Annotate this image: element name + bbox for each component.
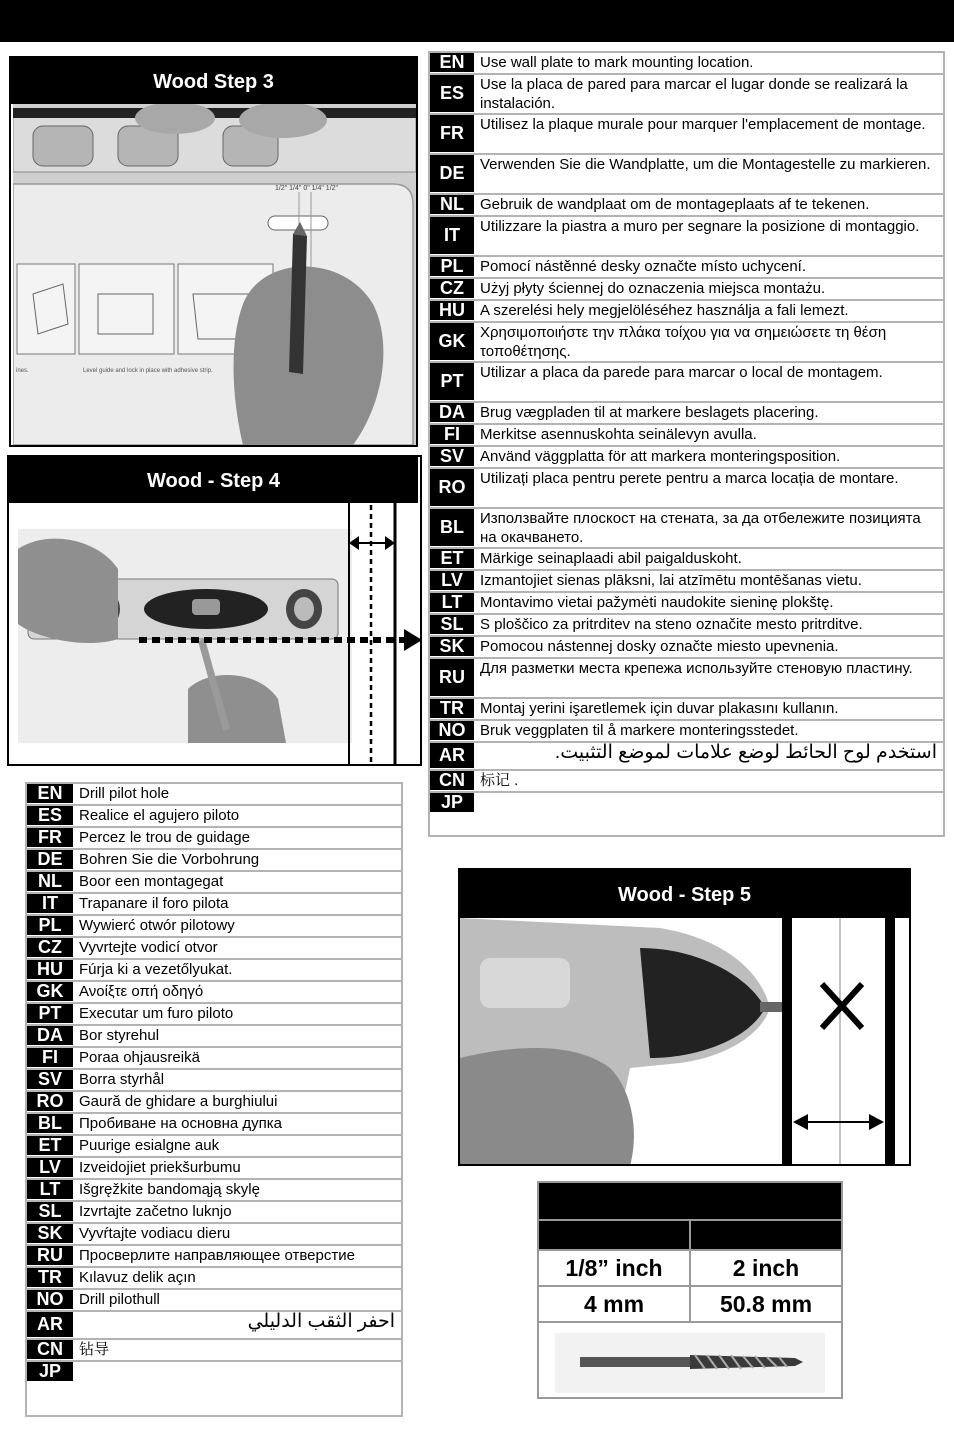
language-code: DA <box>27 1026 73 1046</box>
drill-bit-spec-table <box>537 1181 843 1399</box>
instruction-text: Χρησιμοποιήστε την πλάκα τοίχου για να σημειώσετε τη θέση τοποθέτησης. <box>480 324 887 360</box>
step-4-guide-overlay <box>9 457 422 766</box>
instruction-text: Използвайте плоскост на стената, за да отбележите позицията на окачването. <box>480 510 921 546</box>
language-row-cz <box>27 938 401 960</box>
language-code: NL <box>430 195 474 215</box>
language-code: BL <box>430 509 474 547</box>
hole-depth-value: 2 inch <box>732 1254 800 1281</box>
instruction-text: Utilizar a placa da parede para marcar o local de montagem. <box>480 364 883 381</box>
language-row-de <box>27 850 401 872</box>
language-code: LT <box>27 1180 73 1200</box>
language-code: LV <box>27 1158 73 1178</box>
language-code: RU <box>430 659 474 697</box>
language-row-ru <box>27 1246 401 1268</box>
instruction-text: Išgręžkite bandomąją skylę <box>79 1181 260 1198</box>
language-row-jp <box>27 1362 401 1382</box>
instruction-text: Montavimo vietai pažymėti naudokite sieninę plokštę. <box>480 594 834 611</box>
language-row-nl <box>27 872 401 894</box>
language-row-et <box>27 1136 401 1158</box>
instruction-text: Drill pilothull <box>79 1291 160 1308</box>
instruction-text <box>474 793 943 813</box>
language-row-fr <box>27 828 401 850</box>
language-row-sk <box>27 1224 401 1246</box>
instruction-text: Izvrtajte začetno luknjo <box>79 1203 232 1220</box>
instruction-text: A szerelési hely megjelöléséhez használja a fali lemezt. <box>480 302 849 319</box>
language-code: AR <box>430 743 474 769</box>
language-code: SL <box>27 1202 73 1222</box>
spec-row-imperial <box>539 1251 841 1287</box>
step-5-guide-overlay <box>460 870 911 1166</box>
instruction-caption-edge: ines. <box>16 368 29 374</box>
language-row-it <box>27 894 401 916</box>
ruler-mark-label: 1/2" 1/4" 0" 1/4" 1/2" <box>275 185 339 192</box>
wall-plate-marking-illustration <box>13 104 416 445</box>
drill-pilot-hole-language-table <box>25 782 403 1417</box>
language-code: TR <box>27 1268 73 1288</box>
language-row-cz <box>430 279 943 301</box>
instruction-text: Poraa ohjausreikä <box>79 1049 200 1066</box>
language-code: CN <box>430 771 474 791</box>
language-row-no <box>430 721 943 743</box>
language-row-sv <box>430 447 943 469</box>
instruction-text: احفر الثقب الدليلي <box>247 1312 395 1332</box>
language-row-es <box>27 806 401 828</box>
instruction-text: Brug vægpladen til at markere beslagets placering. <box>480 404 819 421</box>
bit-diameter-value: 4 mm <box>539 1287 691 1321</box>
instruction-text: Bor styrehul <box>79 1027 160 1044</box>
language-code: SL <box>430 615 474 635</box>
language-code: DA <box>430 403 474 423</box>
language-code: CZ <box>430 279 474 299</box>
instruction-text: 标记 . <box>480 772 519 789</box>
spec-table-header <box>539 1183 841 1221</box>
language-code: EN <box>27 784 73 804</box>
instruction-text: Borra styrhål <box>79 1071 165 1088</box>
language-row-no <box>27 1290 401 1312</box>
language-row-en <box>27 784 401 806</box>
language-row-tr <box>430 699 943 721</box>
language-code: TR <box>430 699 474 719</box>
instruction-text: Gaură de ghidare a burghiului <box>79 1093 278 1110</box>
drill-bit-icon <box>555 1333 825 1393</box>
instruction-text: Montaj yerini işaretlemek için duvar plakasını kullanın. <box>480 700 839 717</box>
instruction-text: Izmantojiet sienas plāksni, lai atzīmētu montēšanas vietu. <box>480 572 862 589</box>
language-code: JP <box>430 793 474 813</box>
language-code: IT <box>27 894 73 914</box>
language-row-cn <box>27 1340 401 1362</box>
instruction-text: Gebruik de wandplaat om de montageplaats af te tekenen. <box>480 196 870 213</box>
language-row-lv <box>430 571 943 593</box>
instruction-text: Ανοίξτε οπή οδηγό <box>79 983 204 1000</box>
language-code: ET <box>27 1136 73 1156</box>
instruction-text: Executar um furo piloto <box>79 1005 234 1022</box>
language-row-en <box>430 53 943 75</box>
wood-step-5-title: Wood - Step 5 <box>460 870 909 918</box>
language-code: PT <box>27 1004 73 1024</box>
instruction-text: استخدم لوح الحائط لوضع علامات لموضع التثبيت. <box>554 743 937 763</box>
language-row-da <box>430 403 943 425</box>
instruction-text: Fúrja ki a vezetőlyukat. <box>79 961 233 978</box>
instruction-text: Пробиване на основна дупка <box>79 1115 283 1132</box>
instruction-text: Boor een montagegat <box>79 873 224 890</box>
language-row-sv <box>27 1070 401 1092</box>
language-row-fi <box>430 425 943 447</box>
language-code: FR <box>27 828 73 848</box>
instruction-text: Kılavuz delik açın <box>79 1269 196 1286</box>
wood-step-3-photo <box>13 104 416 445</box>
language-row-hu <box>27 960 401 982</box>
instruction-text: Vyvrtejte vodicí otvor <box>79 939 218 956</box>
language-row-ro <box>430 469 943 509</box>
language-code: EN <box>430 53 474 73</box>
language-code: ES <box>430 75 474 113</box>
instruction-text: Percez le trou de guidage <box>79 829 250 846</box>
language-row-lv <box>27 1158 401 1180</box>
language-row-sk <box>430 637 943 659</box>
language-row-da <box>27 1026 401 1048</box>
language-code: BL <box>27 1114 73 1134</box>
language-row-it <box>430 217 943 257</box>
language-row-ru <box>430 659 943 699</box>
language-code: SK <box>27 1224 73 1244</box>
instruction-text: Utilisez la plaque murale pour marquer l'emplacement de montage. <box>480 116 926 133</box>
instruction-text: Для разметки места крепежа используйте стеновую пластину. <box>480 660 913 677</box>
instruction-text: Izveidojiet priekšurbumu <box>79 1159 241 1176</box>
language-row-gk <box>430 323 943 363</box>
language-row-bl <box>27 1114 401 1136</box>
instruction-text: Vyvŕtajte vodiacu dieru <box>79 1225 231 1242</box>
wood-step-3-title: Wood Step 3 <box>11 58 416 104</box>
language-code: HU <box>430 301 474 321</box>
instruction-text: Trapanare il foro pilota <box>79 895 229 912</box>
instruction-text: Utilizați placa pentru perete pentru a marca locația de montare. <box>480 470 899 487</box>
spec-table-subheader <box>539 1221 841 1251</box>
language-row-sl <box>430 615 943 637</box>
language-code: SV <box>27 1070 73 1090</box>
instruction-text: S ploščico za pritrditev na steno označite mesto pritrditve. <box>480 616 863 633</box>
language-row-ar <box>430 743 943 771</box>
language-code: AR <box>27 1312 73 1338</box>
instruction-text: Pomocou nástennej dosky označte miesto upevnenia. <box>480 638 839 655</box>
instruction-text: Bruk veggplaten til å markere monteringsstedet. <box>480 722 799 739</box>
language-row-fr <box>430 115 943 155</box>
language-row-nl <box>430 195 943 217</box>
language-code: JP <box>27 1362 73 1382</box>
language-code: RO <box>27 1092 73 1112</box>
language-code: NO <box>430 721 474 741</box>
language-code: RU <box>27 1246 73 1266</box>
instruction-text: Use la placa de pared para marcar el lugar donde se realizará la instalación. <box>480 76 908 112</box>
language-row-pt <box>27 1004 401 1026</box>
language-row-es <box>430 75 943 115</box>
language-code: IT <box>430 217 474 255</box>
language-code: PL <box>430 257 474 277</box>
language-row-jp <box>430 793 943 813</box>
instruction-caption: Level guide and lock in place with adhesive strip. <box>83 368 213 374</box>
language-code: ET <box>430 549 474 569</box>
instruction-text: Użyj płyty ściennej do oznaczenia miejsca montażu. <box>480 280 826 297</box>
language-code: PT <box>430 363 474 401</box>
instruction-text: Använd väggplatta för att markera monteringsposition. <box>480 448 841 465</box>
language-row-pt <box>430 363 943 403</box>
language-row-ar <box>27 1312 401 1340</box>
wood-step-4-title: Wood - Step 4 <box>9 457 418 503</box>
hole-depth-value: 50.8 mm <box>719 1290 813 1317</box>
instruction-text: Puurige esialgne auk <box>79 1137 220 1154</box>
language-row-bl <box>430 509 943 549</box>
language-code: DE <box>430 155 474 193</box>
instruction-text: Märkige seinaplaadi abil paigalduskoht. <box>480 550 742 567</box>
wood-step-3-panel <box>9 56 418 447</box>
language-code: FR <box>430 115 474 153</box>
instruction-text: 钻导 <box>79 1341 110 1358</box>
instruction-text: Merkitse asennuskohta seinälevyn avulla. <box>480 426 757 443</box>
spec-row-metric <box>539 1287 841 1323</box>
language-row-tr <box>27 1268 401 1290</box>
instruction-text: Drill pilot hole <box>79 785 170 802</box>
language-code: NL <box>27 872 73 892</box>
language-code: PL <box>27 916 73 936</box>
mark-location-language-table <box>428 51 945 837</box>
language-row-lt <box>430 593 943 615</box>
language-row-lt <box>27 1180 401 1202</box>
bit-diameter-value: 1/8” inch <box>539 1251 691 1285</box>
language-code: DE <box>27 850 73 870</box>
language-row-cn <box>430 771 943 793</box>
language-code: SK <box>430 637 474 657</box>
language-code: GK <box>430 323 474 361</box>
language-code: FI <box>430 425 474 445</box>
instruction-text: Use wall plate to mark mounting location. <box>480 54 754 71</box>
language-code: LT <box>430 593 474 613</box>
instruction-text: Realice el agujero piloto <box>79 807 240 824</box>
instruction-text: Pomocí nástěnné desky označte místo uchycení. <box>480 258 807 275</box>
instruction-text: Просверлите направляющее отверстие <box>79 1247 355 1264</box>
language-row-et <box>430 549 943 571</box>
instruction-text: Bohren Sie die Vorbohrung <box>79 851 260 868</box>
instruction-text: Verwenden Sie die Wandplatte, um die Montagestelle zu markieren. <box>480 156 931 173</box>
instruction-text: Utilizzare la piastra a muro per segnare la posizione di montaggio. <box>480 218 920 235</box>
language-code: SV <box>430 447 474 467</box>
instruction-text: Wywierć otwór pilotowy <box>79 917 235 934</box>
language-row-pl <box>27 916 401 938</box>
language-code: CN <box>27 1340 73 1360</box>
language-row-fi <box>27 1048 401 1070</box>
language-row-pl <box>430 257 943 279</box>
language-code: RO <box>430 469 474 507</box>
language-row-gk <box>27 982 401 1004</box>
language-code: GK <box>27 982 73 1002</box>
language-row-ro <box>27 1092 401 1114</box>
drill-bit-image <box>539 1323 841 1403</box>
language-code: CZ <box>27 938 73 958</box>
language-row-de <box>430 155 943 195</box>
instruction-text <box>73 1362 401 1382</box>
language-code: HU <box>27 960 73 980</box>
language-code: FI <box>27 1048 73 1068</box>
language-code: NO <box>27 1290 73 1310</box>
language-row-sl <box>27 1202 401 1224</box>
language-code: ES <box>27 806 73 826</box>
language-row-hu <box>430 301 943 323</box>
top-header-bar <box>0 0 954 42</box>
language-code: LV <box>430 571 474 591</box>
wood-step-5-panel <box>458 868 911 1166</box>
wood-step-4-panel <box>7 455 422 766</box>
